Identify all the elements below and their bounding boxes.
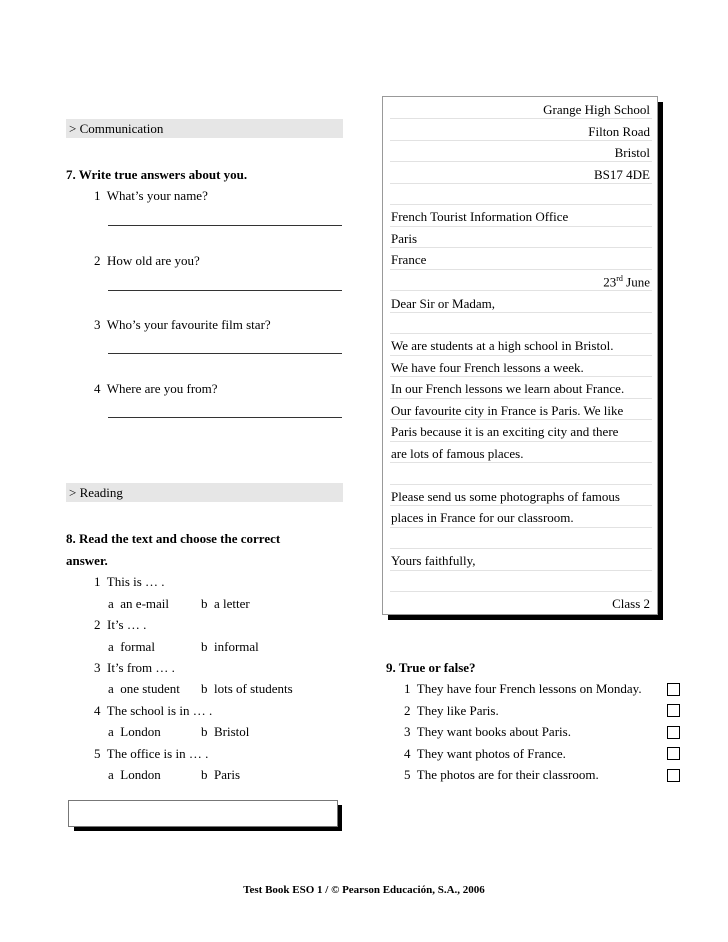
option-letter: a [108,724,114,739]
letter-rule [390,419,652,420]
item-stem: This is … . [106,574,165,589]
q9-item-3 [404,724,571,740]
answer-line-3[interactable] [108,353,342,354]
option-letter: a [108,639,114,654]
option-text: informal [214,639,259,654]
letter-rule [390,333,652,334]
question-text: What’s your name? [106,188,208,203]
letter-rule [390,527,652,528]
question-text: Who’s your favourite film star? [106,317,271,332]
letter-rule [390,312,652,313]
letter-greeting: Dear Sir or Madam, [391,296,495,311]
q8-item-1-option-a[interactable] [108,596,169,612]
reading-section-label: > Reading [69,485,123,500]
option-letter: a [108,596,114,611]
letter-rule [390,441,652,442]
letter-rule [390,548,652,549]
option-letter: b [201,639,208,654]
option-letter: b [201,724,208,739]
reading-section-bar [66,483,343,502]
letter-rule [390,484,652,485]
letter-rule [390,118,652,119]
communication-section-label: > Communication [69,121,164,136]
para1-line-3: In our French lessons we learn about France. [391,381,625,396]
letter-rule [390,140,652,141]
letter-rule [390,570,652,571]
para1-line-2: We have four French lessons a week. [391,360,584,375]
answer-line-4[interactable] [108,417,342,418]
recipient-line-2: Paris [391,231,417,246]
q8-item-4-stem [94,703,212,719]
para1-line-6: are lots of famous places. [391,446,524,461]
date-suffix: rd [616,274,623,283]
letter-rule [390,204,652,205]
q9-item-5 [404,767,599,783]
sender-line-1: Grange High School [543,102,650,117]
q8-item-3-stem [94,660,175,676]
item-text: They like Paris. [416,703,499,718]
question-number: 2 [94,253,101,268]
option-letter: a [108,681,114,696]
q8-item-1-option-b[interactable] [201,596,250,612]
q8-item-4-option-b[interactable] [201,724,249,740]
option-text: Bristol [214,724,250,739]
item-number: 2 [94,617,101,632]
para1-line-5: Paris because it is an exciting city and there [391,424,619,439]
option-text: London [120,767,161,782]
q8-item-5-stem [94,746,208,762]
para2-line-1: Please send us some photographs of famous [391,489,620,504]
q7-question-4 [94,381,218,397]
option-letter: b [201,681,208,696]
option-text: an e-mail [120,596,170,611]
letter-rule [390,462,652,463]
date-day: 23 [603,274,617,290]
letter-closing: Yours faithfully, [391,553,476,568]
question-number: 4 [94,381,101,396]
date-month: June [626,274,650,290]
sender-line-3: Bristol [614,145,650,160]
sender-line-2: Filton Road [588,124,650,139]
option-text: lots of students [214,681,293,696]
q8-item-3-option-a[interactable] [108,681,180,697]
letter-signature: Class 2 [612,596,650,611]
q8-item-2-stem [94,617,146,633]
item-number: 3 [404,724,411,739]
q8-item-3-option-b[interactable] [201,681,293,697]
q8-title-line2: answer. [66,553,108,568]
letter-rule [390,505,652,506]
item-number: 4 [94,703,101,718]
item-text: They want books about Paris. [416,724,571,739]
para1-line-4: Our favourite city in France is Paris. We like [391,403,624,418]
q9-item-4 [404,746,566,762]
q7-title: 7. Write true answers about you. [66,167,248,182]
letter-rule [390,591,652,592]
letter-date [390,274,650,290]
q9-checkbox-2[interactable] [667,704,680,717]
letter-rule [390,247,652,248]
option-text: London [120,724,161,739]
item-text: They want photos of France. [416,746,566,761]
q9-checkbox-4[interactable] [667,747,680,760]
item-number: 4 [404,746,411,761]
question-number: 3 [94,317,101,332]
letter-rule [390,269,652,270]
option-text: one student [120,681,180,696]
letter-rule [390,376,652,377]
q8-title-line1: 8. Read the text and choose the correct [66,531,281,546]
para2-line-2: places in France for our classroom. [391,510,574,525]
option-text: formal [120,639,155,654]
item-text: The photos are for their classroom. [416,767,599,782]
q9-checkbox-3[interactable] [667,726,680,739]
item-number: 1 [404,681,411,696]
option-text: a letter [214,596,250,611]
question-text: How old are you? [107,253,200,268]
item-number: 5 [404,767,411,782]
q8-item-2-option-a[interactable] [108,639,155,655]
letter-rule [390,398,652,399]
q9-title: 9. True or false? [386,660,476,675]
item-stem: It’s from … . [107,660,175,675]
option-letter: b [201,767,208,782]
q8-item-5-option-a[interactable] [108,767,161,783]
item-stem: The school is in … . [106,703,213,718]
answer-line-1[interactable] [108,225,342,226]
option-letter: b [201,596,208,611]
q8-item-5-option-b[interactable] [201,767,240,783]
q7-question-3 [94,317,271,333]
q8-item-1-stem [94,574,165,590]
recipient-line-1: French Tourist Information Office [391,209,569,224]
q9-checkbox-1[interactable] [667,683,680,696]
q8-item-4-option-a[interactable] [108,724,161,740]
item-number: 1 [94,574,101,589]
item-stem: The office is in … . [106,746,209,761]
score-box[interactable] [68,800,338,827]
sender-line-4: BS17 4DE [594,167,650,182]
letter-rule [390,161,652,162]
q9-checkbox-5[interactable] [667,769,680,782]
q9-item-2 [404,703,499,719]
letter-rule [390,226,652,227]
item-number: 5 [94,746,101,761]
letter-rule [390,183,652,184]
recipient-line-3: France [391,252,427,267]
para1-line-1: We are students at a high school in Bristol. [391,338,614,353]
page-footer: Test Book ESO 1 / © Pearson Educación, S.A., 2006 [243,884,485,896]
item-number: 2 [404,703,411,718]
answer-line-2[interactable] [108,290,342,291]
question-number: 1 [94,188,101,203]
item-number: 3 [94,660,101,675]
option-text: Paris [214,767,240,782]
option-letter: a [108,767,114,782]
letter-rule [390,355,652,356]
item-stem: It’s … . [107,617,147,632]
q8-item-2-option-b[interactable] [201,639,259,655]
q7-question-2 [94,253,200,269]
q7-question-1 [94,188,208,204]
q9-item-1 [404,681,642,697]
question-text: Where are you from? [106,381,218,396]
item-text: They have four French lessons on Monday. [416,681,642,696]
communication-section-bar [66,119,343,138]
